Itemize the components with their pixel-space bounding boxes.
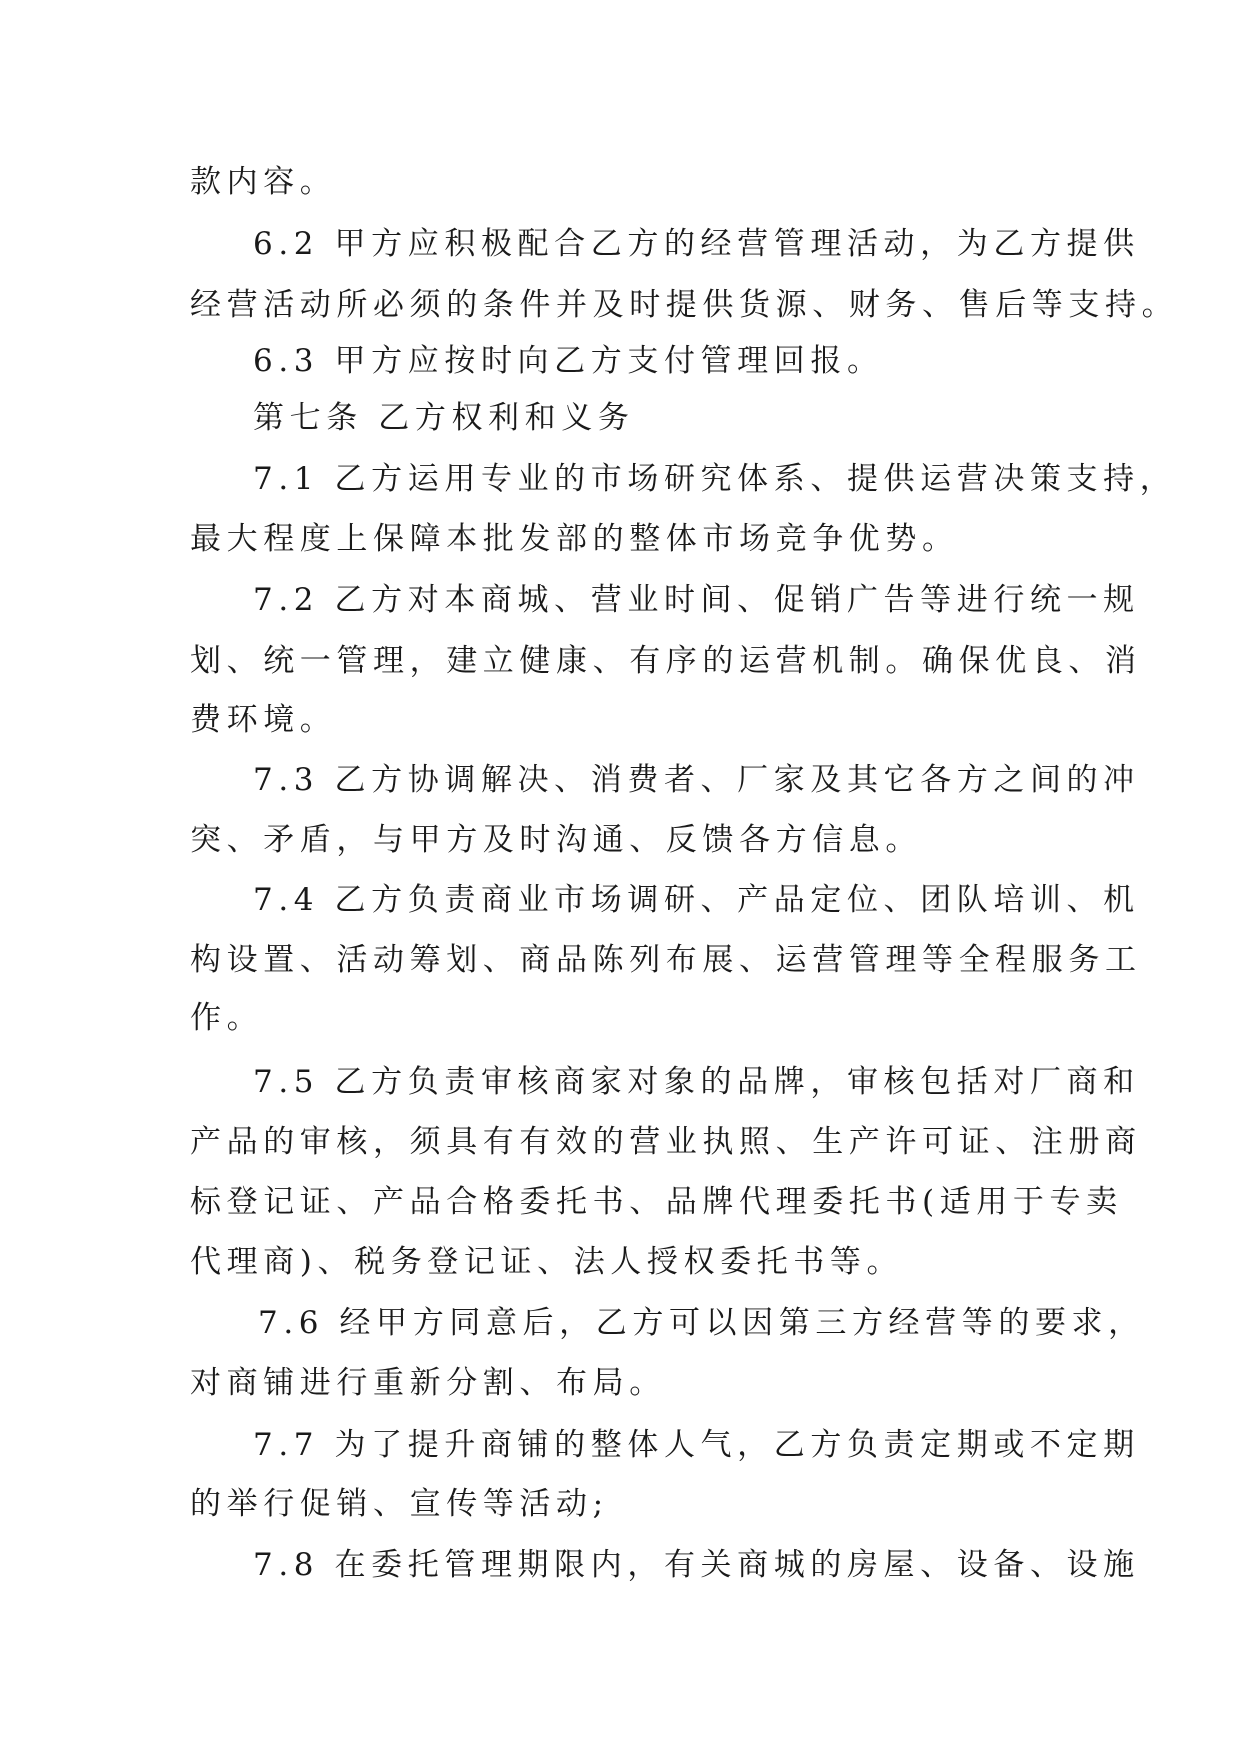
text-line: 标登记证、产品合格委托书、品牌代理委托书(适用于专卖 bbox=[190, 1184, 1123, 1220]
text-line: 突、矛盾，与甲方及时沟通、反馈各方信息。 bbox=[190, 822, 922, 858]
clause-7-3: 7.3 乙方协调解决、消费者、厂家及其它各方之间的冲 bbox=[253, 762, 1140, 798]
clause-7-7: 7.7 为了提升商铺的整体人气，乙方负责定期或不定期 bbox=[253, 1427, 1140, 1463]
text-line: 费环境。 bbox=[190, 702, 337, 738]
clause-7-5: 7.5 乙方负责审核商家对象的品牌，审核包括对厂商和 bbox=[253, 1064, 1140, 1100]
text-line: 款内容。 bbox=[190, 164, 337, 200]
clause-6-3: 6.3 甲方应按时向乙方支付管理回报。 bbox=[253, 343, 884, 379]
clause-7-8: 7.8 在委托管理期限内，有关商城的房屋、设备、设施 bbox=[253, 1547, 1140, 1583]
text-line: 的举行促销、宣传等活动; bbox=[190, 1486, 609, 1522]
text-line: 最大程度上保障本批发部的整体市场竞争优势。 bbox=[190, 521, 959, 557]
text-line: 作。 bbox=[190, 1000, 264, 1036]
text-line: 代理商)、税务登记证、法人授权委托书等。 bbox=[190, 1244, 904, 1280]
clause-7-1: 7.1 乙方运用专业的市场研究体系、提供运营决策支持， bbox=[253, 461, 1177, 497]
text-line: 产品的审核，须具有有效的营业执照、生产许可证、注册商 bbox=[190, 1124, 1142, 1160]
text-line: 经营活动所必须的条件并及时提供货源、财务、售后等支持。 bbox=[190, 287, 1179, 323]
text-line: 划、统一管理，建立健康、有序的运营机制。确保优良、消 bbox=[190, 643, 1142, 679]
article-7-heading: 第七条 乙方权利和义务 bbox=[253, 400, 635, 436]
clause-7-6: 7.6 经甲方同意后，乙方可以因第三方经营等的要求， bbox=[258, 1305, 1145, 1341]
text-line: 对商铺进行重新分割、布局。 bbox=[190, 1365, 666, 1401]
clause-7-4: 7.4 乙方负责商业市场调研、产品定位、团队培训、机 bbox=[253, 882, 1140, 918]
clause-6-2: 6.2 甲方应积极配合乙方的经营管理活动，为乙方提供 bbox=[253, 226, 1140, 262]
text-line: 构设置、活动筹划、商品陈列布展、运营管理等全程服务工 bbox=[190, 942, 1142, 978]
clause-7-2: 7.2 乙方对本商城、营业时间、促销广告等进行统一规 bbox=[253, 582, 1140, 618]
